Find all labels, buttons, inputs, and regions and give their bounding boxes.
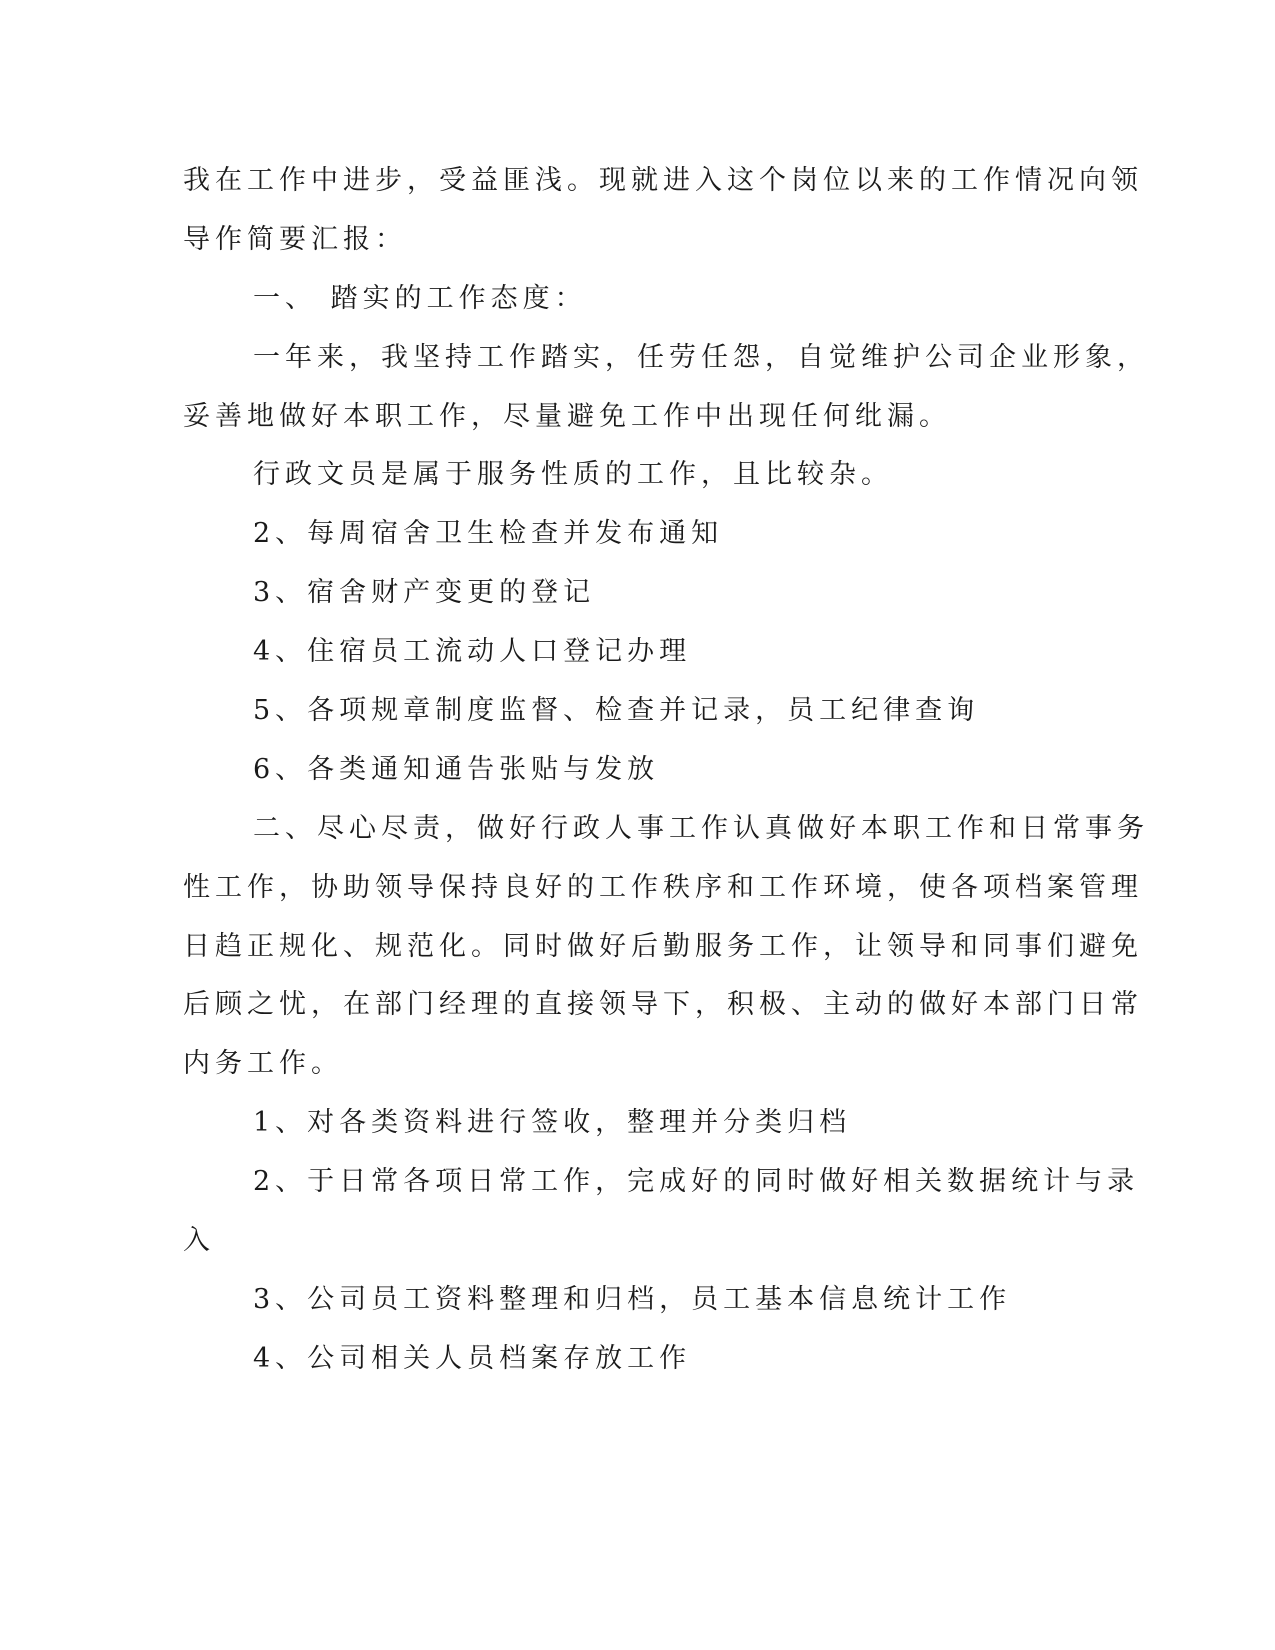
text-line: 5、各项规章制度监督、检查并记录，员工纪律查询: [253, 695, 980, 727]
text-line: 6、各类通知通告张贴与发放: [253, 753, 660, 785]
text-line: 3、宿舍财产变更的登记: [253, 577, 596, 609]
text-line: 行政文员是属于服务性质的工作，且比较杂。: [253, 459, 893, 491]
text-line: 入: [183, 1225, 215, 1257]
text-line: 内务工作。: [183, 1048, 343, 1080]
document-body: [183, 152, 1149, 1389]
text-line: 4、住宿员工流动人口登记办理: [253, 636, 692, 668]
text-line: 日趋正规化、规范化。同时做好后勤服务工作，让领导和同事们避免: [183, 930, 1143, 962]
text-line: 1、对各类资料进行签收，整理并分类归档: [253, 1107, 852, 1139]
text-line: 3、公司员工资料整理和归档，员工基本信息统计工作: [253, 1283, 1012, 1315]
text-line: 导作简要汇报：: [183, 223, 407, 255]
text-line: 一年来，我坚持工作踏实，任劳任怨，自觉维护公司企业形象，: [253, 341, 1149, 373]
text-line: 后顾之忧，在部门经理的直接领导下，积极、主动的做好本部门日常: [183, 989, 1143, 1021]
text-line: 我在工作中进步，受益匪浅。现就进入这个岗位以来的工作情况向领: [183, 165, 1143, 196]
text-line: 4、公司相关人员档案存放工作: [253, 1342, 692, 1374]
text-line: 2、于日常各项日常工作，完成好的同时做好相关数据统计与录: [253, 1166, 1140, 1198]
text-line: 妥善地做好本职工作，尽量避免工作中出现任何纰漏。: [183, 400, 951, 432]
text-line: 二、尽心尽责，做好行政人事工作认真做好本职工作和日常事务: [253, 812, 1149, 844]
text-line: 性工作，协助领导保持良好的工作秩序和工作环境，使各项档案管理: [183, 871, 1143, 903]
text-line: 一、 踏实的工作态度：: [253, 282, 587, 314]
text-line: 2、每周宿舍卫生检查并发布通知: [253, 518, 724, 550]
